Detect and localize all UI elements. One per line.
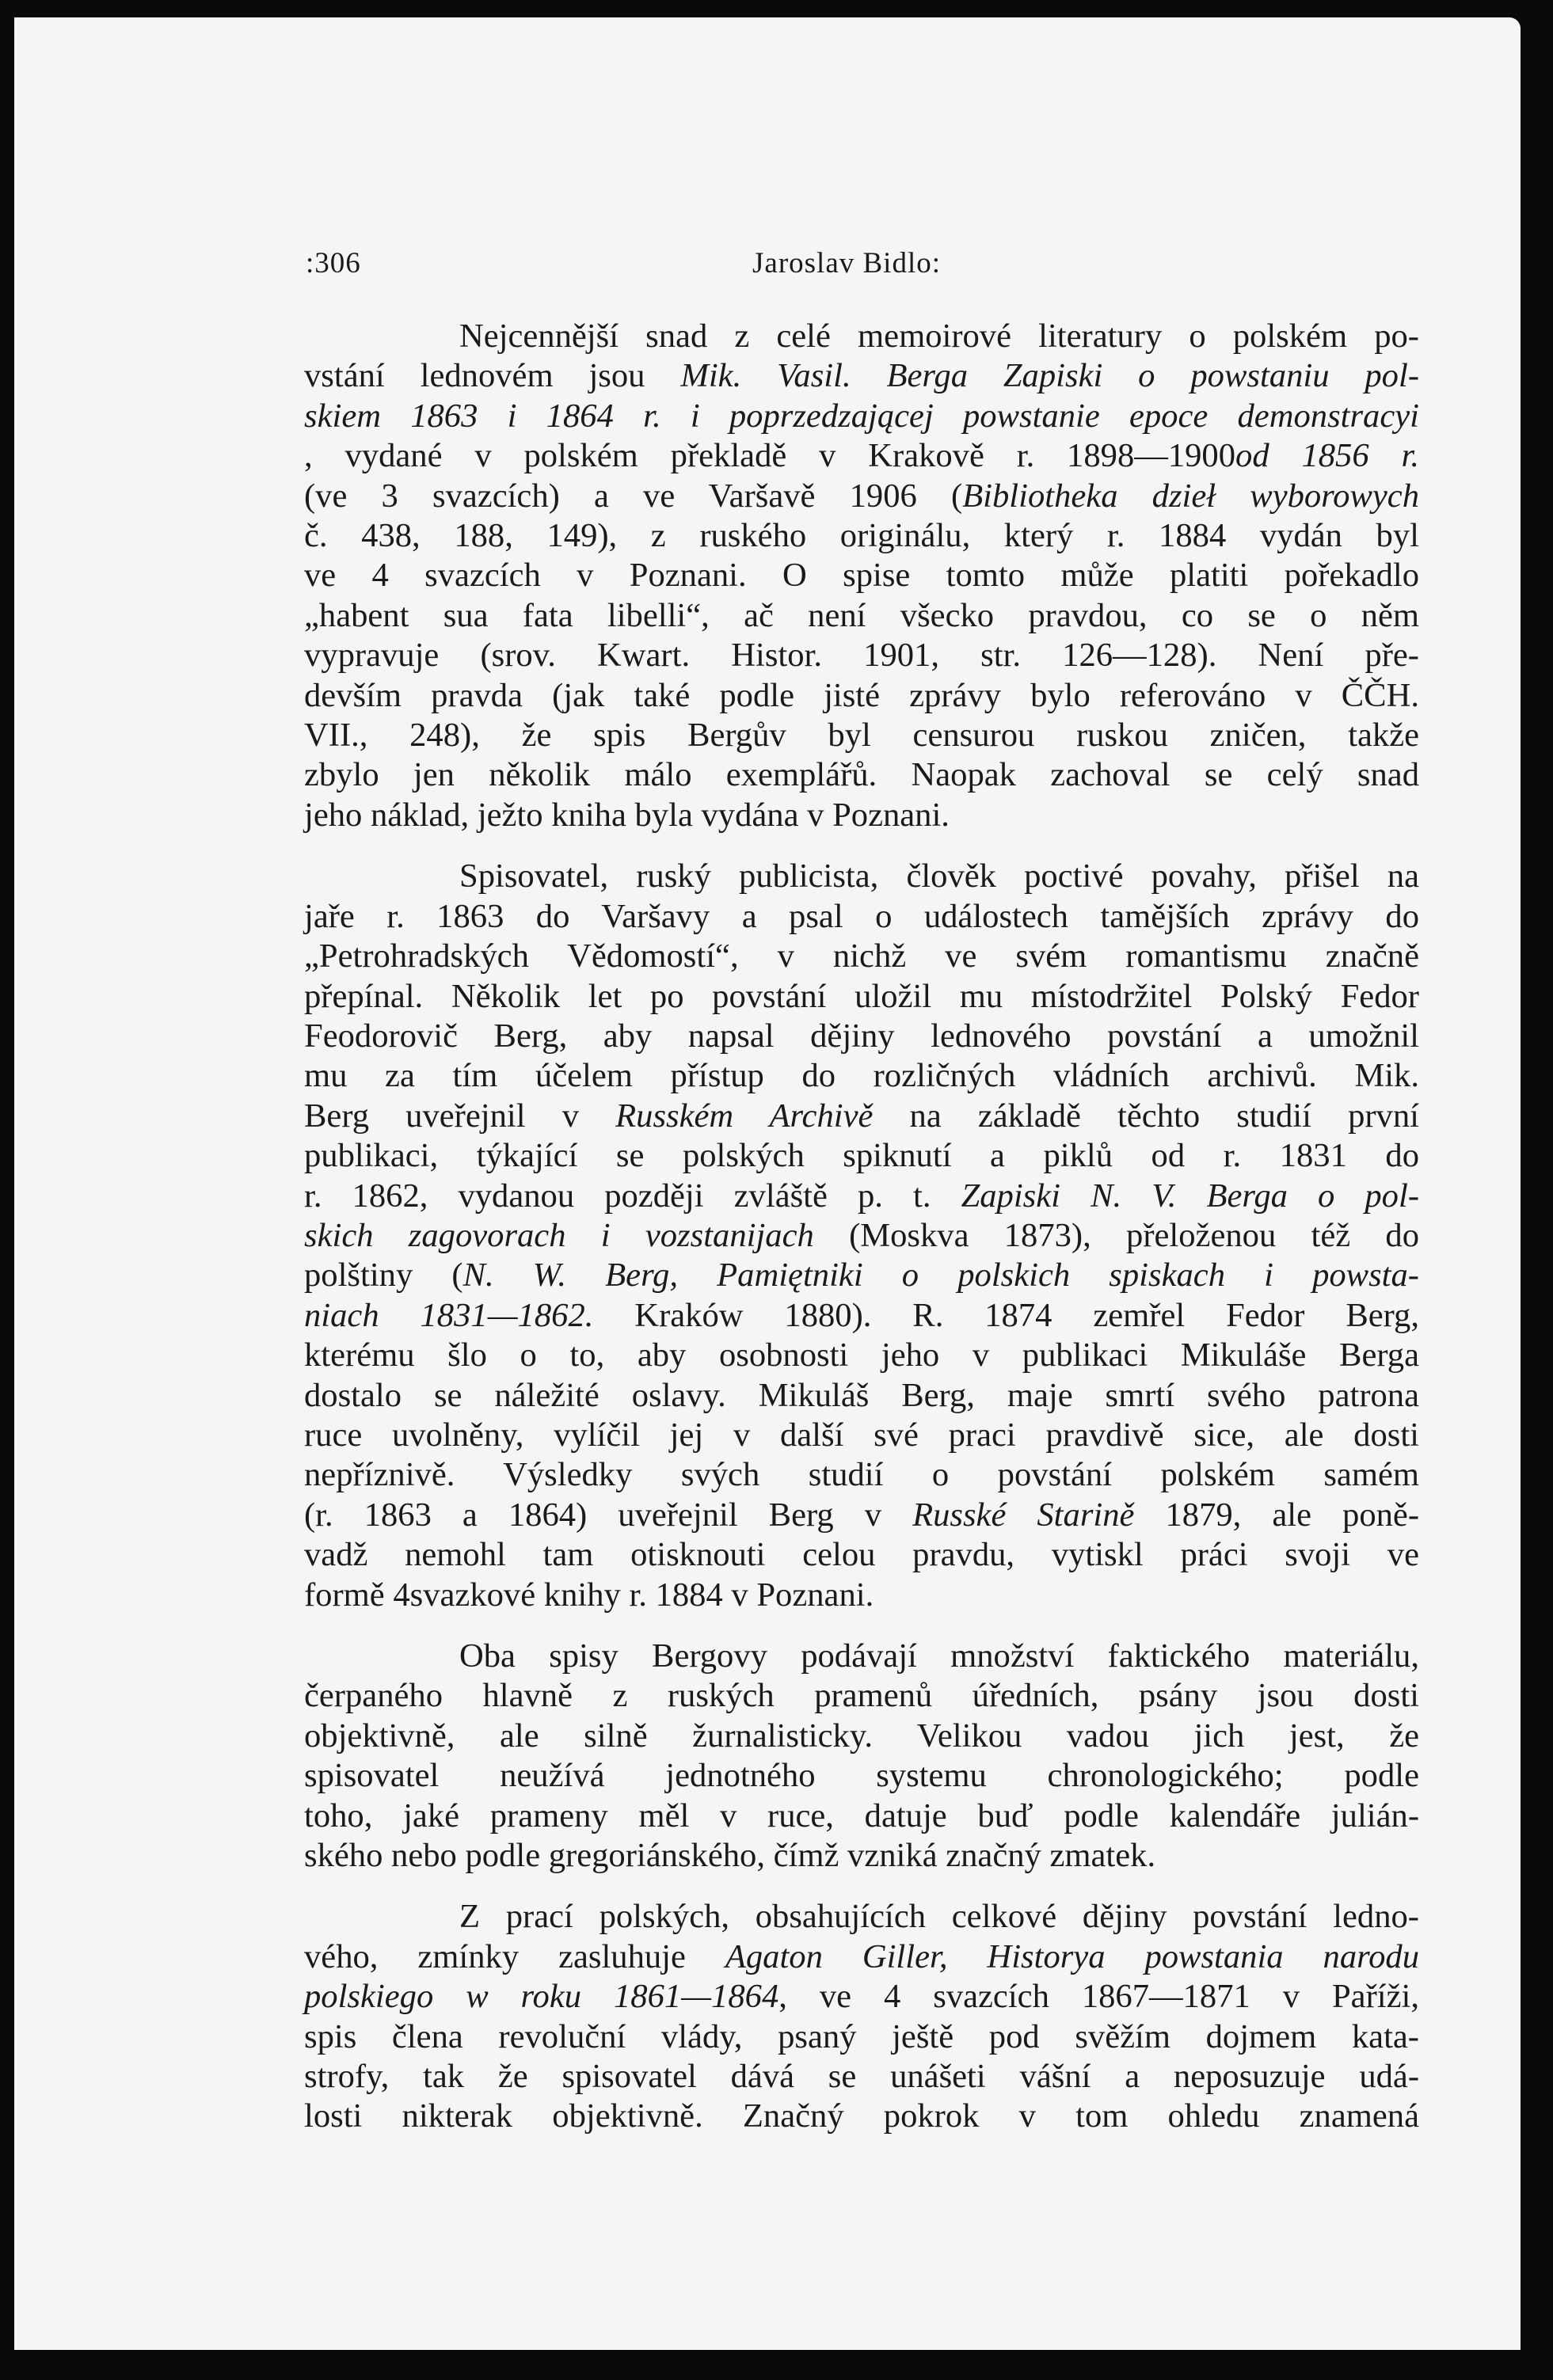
- text-line: [304, 1455, 1419, 1495]
- text-run: vstání lednovém jsou: [304, 357, 681, 395]
- page-number: :306: [306, 247, 361, 279]
- text-line: [304, 1376, 1419, 1416]
- text-run: (ve 3 svazcích) a ve Varšavě 1906 (: [304, 477, 963, 515]
- italic-title: Russké Starině: [912, 1496, 1135, 1534]
- text-run: 1879, ale poně-: [1134, 1496, 1419, 1534]
- text-line: [304, 897, 1419, 937]
- text-run: nepříznivě. Výsledky svých studií o povstání polském samém: [304, 1456, 1419, 1494]
- text-line: [304, 477, 1419, 516]
- text-line: [304, 317, 1419, 356]
- text-line: [304, 397, 1419, 436]
- paragraph: [304, 857, 1419, 1615]
- text-run: , ve 4 svazcích 1867—1871 v Paříži,: [778, 1978, 1419, 2016]
- paragraph: [304, 1637, 1419, 1876]
- text-line: [304, 1496, 1419, 1535]
- text-run: čerpaného hlavně z ruských pramenů úředních, psány jsou dosti: [304, 1677, 1419, 1715]
- text-line: [304, 1756, 1419, 1796]
- text-run: objektivně, ale silně žurnalisticky. Velikou vadou jich jest, že: [304, 1717, 1419, 1755]
- text-run: polštiny (: [304, 1257, 463, 1295]
- italic-title: Mik. Vasil. Berga Zapiski o powstaniu pol-: [680, 357, 1419, 395]
- italic-title: skiem 1863 i 1864 r. i poprzedzającej powstanie epoce demonstracyi: [304, 397, 1419, 435]
- text-line: [304, 1017, 1419, 1056]
- text-run: vadž nemohl tam otisknouti celou pravdu, vytiskl práci svoji ve: [304, 1536, 1419, 1574]
- italic-title: Agaton Giller, Historya powstania narodu: [725, 1937, 1419, 1975]
- text-run: přepínal. Několik let po povstání uložil mu místodržitel Polský Fedor: [304, 977, 1419, 1015]
- text-run: Berg uveřejnil v: [304, 1097, 616, 1135]
- text-line: [304, 2017, 1419, 2057]
- text-run: na základě těchto studií první: [873, 1097, 1419, 1135]
- text-run: mu za tím účelem přístup do rozličných vládních archivů. Mik.: [304, 1057, 1419, 1095]
- italic-title: skich zagovorach i vozstanijach: [304, 1216, 814, 1254]
- text-run: toho, jaké prameny měl v ruce, datuje buď podle kalendáře julián-: [304, 1796, 1419, 1834]
- text-run: spis člena revoluční vlády, psaný ještě pod svěžím dojmem kata-: [304, 2017, 1419, 2055]
- text-run: ruce uvolněny, vylíčil jej v další své praci pravdivě sice, ale dosti: [304, 1416, 1419, 1454]
- text-run: ského nebo podle gregoriánského, čímž vzniká značný zmatek.: [304, 1837, 1156, 1875]
- text-line: [304, 796, 1419, 835]
- italic-title: polskiego w roku 1861—1864: [304, 1978, 779, 2016]
- italic-title: niach 1831—1862.: [304, 1296, 594, 1334]
- text-run: r. 1862, vydanou později zvláště p. t.: [304, 1177, 961, 1215]
- text-run: Nejcennější snad z celé memoirové literatury o polském po-: [459, 317, 1419, 355]
- text-line: [304, 937, 1419, 976]
- text-line: [304, 1416, 1419, 1455]
- text-run: zbylo jen několik málo exemplářů. Naopak zachoval se celý snad: [304, 756, 1419, 794]
- text-run: Z prací polských, obsahujících celkové dějiny povstání ledno-: [459, 1898, 1419, 1936]
- italic-title: Rusském Archivě: [615, 1097, 874, 1135]
- text-line: [304, 556, 1419, 595]
- text-line: [304, 1637, 1419, 1676]
- paragraph: [304, 317, 1419, 835]
- text-line: [304, 636, 1419, 675]
- text-line: [304, 676, 1419, 716]
- text-run: vého, zmínky zasluhuje: [304, 1937, 725, 1975]
- text-line: [304, 1836, 1419, 1876]
- text-line: [304, 436, 1419, 476]
- text-run: (Moskva 1873), přeloženou též do: [813, 1216, 1419, 1254]
- text-line: [304, 2057, 1419, 2097]
- text-run: č. 438, 188, 149), z ruského originálu, který r. 1884 vydán byl: [304, 517, 1419, 555]
- text-run: VII., 248), že spis Bergův byl censurou ruskou zničen, takže: [304, 717, 1419, 755]
- text-line: [304, 2097, 1419, 2136]
- text-line: [304, 1136, 1419, 1176]
- text-run: Feodorovič Berg, aby napsal dějiny lednového povstání a umožnil: [304, 1017, 1419, 1055]
- text-run: formě 4svazkové knihy r. 1884 v Poznani.: [304, 1576, 874, 1614]
- text-run: , vydané v polském překladě v Krakově r. 1898—1900: [304, 437, 1236, 475]
- text-line: [304, 1535, 1419, 1575]
- text-line: [304, 1177, 1419, 1216]
- text-run: strofy, tak že spisovatel dává se unášeti vášní a neposuzuje udá-: [304, 2058, 1419, 2096]
- text-run: Kraków 1880). R. 1874 zemřel Fedor Berg,: [593, 1296, 1419, 1334]
- running-head-author: Jaroslav Bidlo:: [752, 247, 942, 279]
- text-line: [304, 1937, 1419, 1977]
- text-line: [304, 1717, 1419, 1756]
- text-line: [304, 755, 1419, 795]
- text-line: [304, 1676, 1419, 1716]
- text-line: [304, 977, 1419, 1017]
- text-run: (r. 1863 a 1864) uveřejnil Berg v: [304, 1496, 913, 1534]
- text-line: [304, 356, 1419, 396]
- text-run: Spisovatel, ruský publicista, člověk poctivé povahy, přišel na: [459, 857, 1419, 895]
- text-run: vypravuje (srov. Kwart. Histor. 1901, str. 126—128). Není pře-: [304, 637, 1419, 675]
- text-line: [304, 1296, 1419, 1336]
- text-line: [304, 516, 1419, 556]
- text-line: [304, 1897, 1419, 1937]
- text-run: dostalo se náležité oslavy. Mikuláš Berg, maje smrtí svého patrona: [304, 1376, 1419, 1414]
- text-run: spisovatel neužívá jednotného systemu chronologického; podle: [304, 1757, 1419, 1795]
- page-header: [306, 244, 1414, 283]
- text-line: [304, 596, 1419, 636]
- text-run: publikaci, týkající se polských spiknutí a piklů od r. 1831 do: [304, 1137, 1419, 1175]
- text-run: jeho náklad, ježto kniha byla vydána v Poznani.: [304, 796, 950, 834]
- body-text: [304, 317, 1419, 2137]
- text-line: [304, 1216, 1419, 1256]
- text-run: jaře r. 1863 do Varšavy a psal o událostech tamějších zprávy do: [304, 897, 1419, 935]
- text-line: [304, 1336, 1419, 1375]
- book-page: [14, 17, 1521, 2350]
- text-line: [304, 1576, 1419, 1615]
- text-run: „Petrohradských Vědomostí“, v nichž ve svém romantismu značně: [304, 937, 1419, 975]
- text-line: [304, 1256, 1419, 1295]
- text-line: [304, 857, 1419, 896]
- text-run: „habent sua fata libelli“, ač není všecko pravdou, co se o něm: [304, 596, 1419, 634]
- text-run: ve 4 svazcích v Poznani. O spise tomto může platiti pořekadlo: [304, 557, 1419, 595]
- text-run: Oba spisy Bergovy podávají množství faktického materiálu,: [459, 1637, 1419, 1675]
- italic-title: od 1856 r.: [1235, 437, 1419, 475]
- text-line: [304, 1796, 1419, 1836]
- text-line: [304, 1056, 1419, 1096]
- text-run: devším pravda (jak také podle jisté zprávy bylo referováno v ČČH.: [304, 676, 1419, 714]
- text-line: [304, 1097, 1419, 1136]
- italic-title: N. W. Berg, Pamiętniki o polskich spiskach i powsta-: [462, 1257, 1419, 1295]
- text-run: kterému šlo o to, aby osobnosti jeho v publikaci Mikuláše Berga: [304, 1336, 1419, 1374]
- italic-title: Bibliotheka dzieł wyborowych: [962, 477, 1419, 515]
- text-line: [304, 1977, 1419, 2017]
- text-run: losti nikterak objektivně. Značný pokrok v tom ohledu znamená: [304, 2097, 1419, 2135]
- italic-title: Zapiski N. V. Berga o pol-: [961, 1177, 1419, 1215]
- paragraph: [304, 1897, 1419, 2136]
- text-line: [304, 716, 1419, 755]
